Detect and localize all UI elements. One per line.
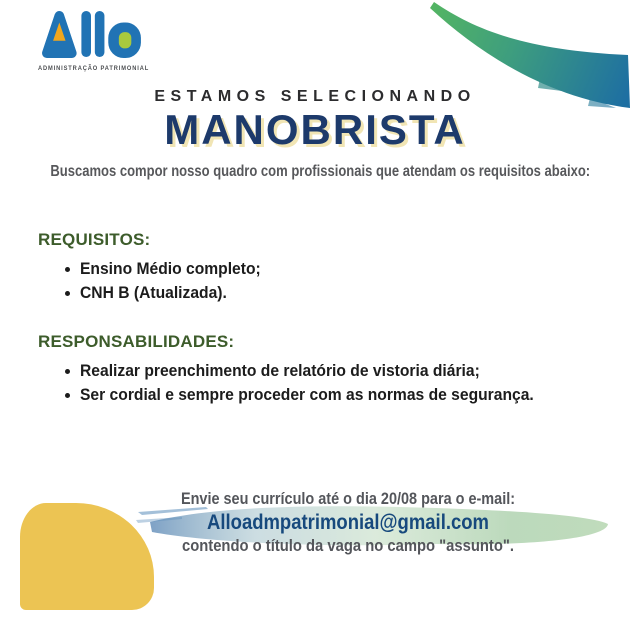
list-item-text: Ensino Médio completo; [80,259,261,278]
bullet-icon [65,291,70,296]
allo-logo [38,10,150,72]
subtitle-text: Buscamos compor nosso quadro com profissionais que atendam os requisitos abaixo: [50,163,591,180]
list-item-text: Realizar preenchimento de relatório de vistoria diária; [80,361,480,380]
page-title: MANOBRISTA [164,106,466,153]
section-heading-requisitos: REQUISITOS: [38,230,151,249]
footer-instruction-line: Envie seu currículo até o dia 20/08 para o e-mail: [180,489,516,508]
list-item [65,257,613,281]
list-item-text: Ser cordial e sempre proceder com as normas de segurança. [80,385,534,404]
allo-logo-wordmark [38,10,144,58]
list-item-text: CNH B (Atualizada). [80,283,227,302]
logo-letter-l1 [81,11,91,57]
bullet-icon [65,267,70,272]
section-responsabilidades [38,332,613,407]
section-heading-responsabilidades: RESPONSABILIDADES: [38,332,235,351]
logo-counter-green-icon [119,32,131,48]
list-item [65,383,613,407]
footer-subject-line: contendo o título da vaga no campo "assunto". [181,536,515,555]
list-item [65,359,613,383]
bullet-icon [65,369,70,374]
section-requisitos [38,230,613,305]
logo-letter-l2 [95,11,105,57]
bullet-icon [65,393,70,398]
list-item [65,281,613,305]
footer-contact [66,489,630,556]
requisitos-list [38,257,613,305]
kicker-text: ESTAMOS SELECIONANDO [154,88,476,105]
responsabilidades-list [38,359,613,407]
logo-tagline: ADMINISTRAÇÃO PATRIMONIAL [38,65,150,72]
contact-email: Alloadmpatrimonial@gmail.com [207,511,489,534]
